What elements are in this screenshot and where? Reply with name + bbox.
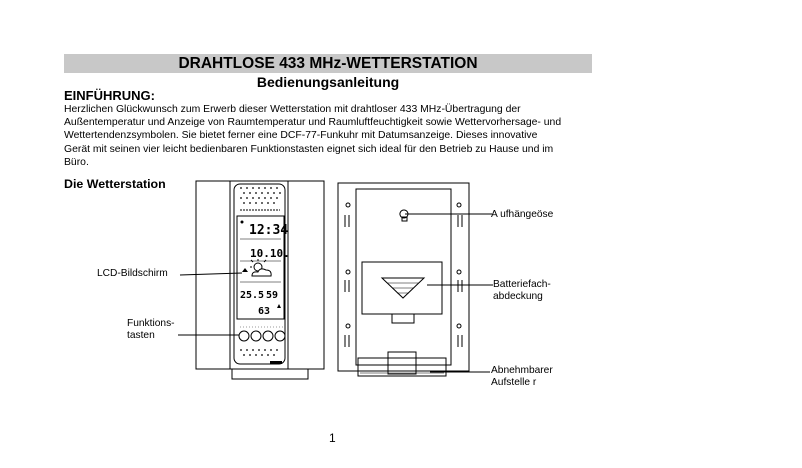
lcd-indoor-temp: 59	[266, 290, 279, 301]
intro-line: Außentemperatur und Anzeige von Raumtemperatur und Raumluftfeuchtigkeit sowie Wettervorhersage- und	[64, 117, 562, 129]
stand-label-line: Aufstelle r	[491, 377, 537, 388]
page-number: 1	[329, 431, 336, 445]
lcd-outdoor-temp: 25.5	[240, 290, 265, 301]
hanger-label: A ufhängeöse	[491, 209, 554, 220]
back-view	[338, 183, 493, 376]
back-outer-frame	[338, 183, 469, 371]
lcd-humidity: 63	[258, 306, 271, 317]
lcd-time: 12:34	[249, 223, 289, 238]
lcd-label: LCD-Bildschirm	[97, 268, 168, 279]
battery-label	[493, 279, 551, 303]
intro-heading: EINFÜHRUNG:	[64, 88, 155, 103]
front-base	[232, 369, 308, 379]
hanging-hole	[400, 210, 408, 221]
buttons-label	[127, 318, 175, 342]
front-view	[178, 181, 324, 379]
removable-stand	[358, 358, 446, 376]
brand-logo	[270, 361, 282, 364]
battery-label-line: abdeckung	[493, 291, 543, 302]
battery-label-line: Batteriefach-	[493, 279, 551, 290]
stand-label-line: Abnehmbarer	[491, 365, 553, 376]
intro-line: Gerät mit seinen vier leicht bedienbaren Funktionstasten eignet sich ideal für den Betrieb zu Hause und im	[64, 143, 554, 155]
back-panel	[356, 189, 451, 365]
document-title: DRAHTLOSE 433 MHz-WETTERSTATION	[64, 54, 592, 73]
intro-line: Büro.	[64, 156, 89, 168]
section-heading: Die Wetterstation	[64, 177, 166, 191]
intro-line: Herzlichen Glückwunsch zum Erwerb dieser Wetterstation mit drahtloser 433 MHz-Übertragung der	[64, 104, 521, 115]
intro-line: Wettertendenzsymbolen. Sie bietet ferner eine DCF-77-Funkuhr mit Datumsanzeige. Dieses innovative	[64, 130, 538, 142]
stand-label	[491, 365, 553, 389]
buttons-label-line: tasten	[127, 330, 155, 341]
document-subtitle: Bedienungsanleitung	[256, 74, 400, 90]
lcd-date: 10.10.	[250, 247, 290, 260]
buttons-label-line: Funktions-	[127, 318, 175, 329]
